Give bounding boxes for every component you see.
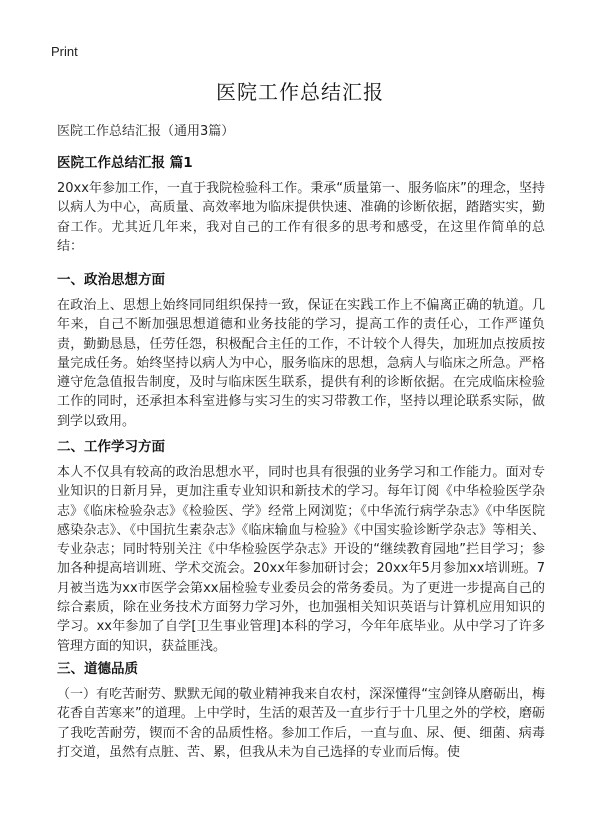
section-paragraph-morality: （一）有吃苦耐劳、默默无闻的敬业精神我来自农村，深深懂得“宝剑锋从磨砺出，梅花香自苦寒来”的道理。上中学时，生活的艰苦及一直步行于十几里之外的学校，磨砺了我吃苦耐劳，锲而不舍的品质性格。参加工作后，一直与血、尿、便、细菌、病毒打交道，虽然有点脏、苦、累，但我从未为自己选择的专业而后悔。使 bbox=[57, 687, 545, 760]
section-heading-morality: 三、道德品质 bbox=[57, 661, 138, 677]
section-paragraph-politics: 在政治上、思想上始终同同组织保持一致，保证在实践工作上不偏离正确的轨道。几年来，自己不断加强思想道德和业务技能的学习，提高工作的责任心，工作严谨负责，勤勤恳恳，任劳任怨，积极配合主任的工作，不计较个人得失，加班加点按质按量完成任务。始终坚持以病人为中心，服务临床的思想，急病人与临床之所急。严格遵守危急值报告制度，及时与临床医生联系，提供有利的诊断依据。在完成临床检验工作的同时，还承担本科室进修与实习生的实习带教工作，坚持以理论联系实际，做到学以致用。 bbox=[57, 298, 545, 429]
document-title: 医院工作总结汇报 bbox=[216, 80, 384, 104]
section-heading-work-study: 二、工作学习方面 bbox=[57, 439, 165, 455]
print-label[interactable]: Print bbox=[51, 44, 78, 59]
section-paragraph-work-study: 本人不仅具有较高的政治思想水平，同时也具有很强的业务学习和工作能力。面对专业知识的日新月异，更加注重专业知识和新技术的学习。每年订阅《中华检验医学杂志》《临床检验杂志》《检验医、学》经常上网浏览；《中华流行病学杂志》《中华医院感染杂志》、《中国抗生素杂志》《临床输血与检验》《中国实验诊断学杂志》等相关、专业杂志；同时特别关注《中华检验医学杂志》开设的“继续教育园地”拦目学习；参加各种提高培训班、学术交流会。20xx年参加研讨会；20xx年5月参加xx培训班。7月被当选为xx市医学会第xx届检验专业委员会的常务委员。为了更进一步提高自己的综合素质，除在业务技术方面努力学习外，也加强相关知识英语与计算机应用知识的学习。xx年参加了自学[卫生事业管理]本科的学习，今年年底毕业。从中学习了许多管理方面的知识，获益匪浅。 bbox=[57, 465, 545, 654]
article-heading: 医院工作总结汇报 篇1 bbox=[57, 155, 193, 171]
intro-paragraph: 20xx年参加工作，一直于我院检验科工作。秉承“质量第一、服务临床”的理念，坚持以病人为中心，高质量、高效率地为临床提供快速、准确的诊断依据，踏踏实实，勤奋工作。尤其近几年来，我对自己的工作有很多的思考和感受，在这里作简单的总结： bbox=[57, 181, 545, 254]
section-heading-politics: 一、政治思想方面 bbox=[57, 272, 165, 288]
document-subtitle: 医院工作总结汇报（通用3篇） bbox=[57, 124, 235, 139]
